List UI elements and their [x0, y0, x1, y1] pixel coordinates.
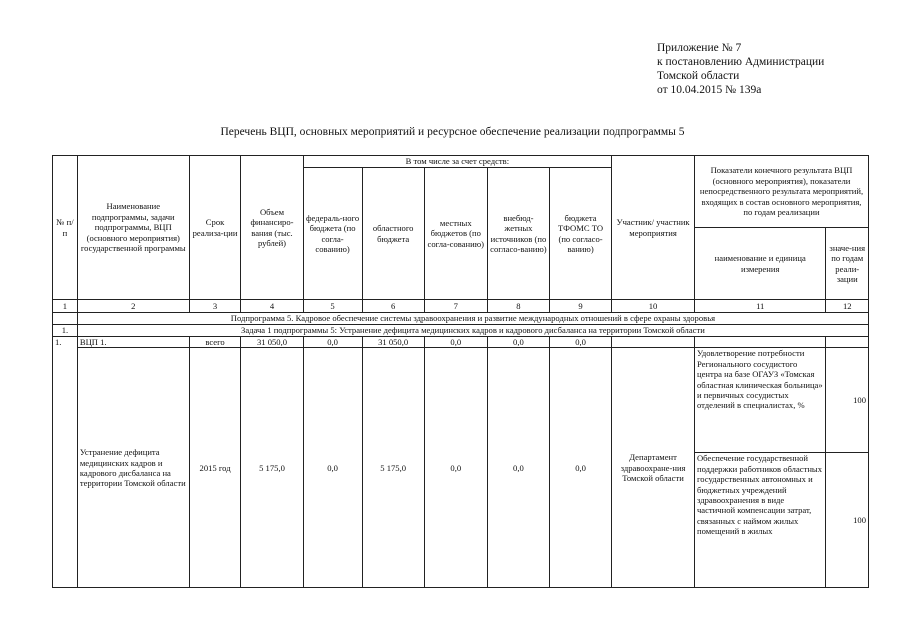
header-tfoms: бюджета ТФОМС ТО (по согласо-ванию): [549, 168, 611, 300]
vcp-name-head: ВЦП 1.: [77, 337, 189, 348]
col-number: 2: [77, 300, 189, 313]
appendix-header: [657, 41, 824, 97]
year-volume: 5 175,0: [241, 348, 303, 588]
task-row: [53, 325, 869, 337]
indicator-name: Удовлетворение потребности Регионального сосудистого центра на базе ОГАУЗ «Томская областная клиническая больница» и первичных сосудистых отделений в специалистах, %: [694, 348, 826, 453]
col-number: 3: [189, 300, 241, 313]
total-volume: 31 050,0: [241, 337, 303, 348]
header-term: Срок реализа-ции: [189, 156, 241, 300]
year-term: 2015 год: [189, 348, 241, 588]
appendix-line: от 10.04.2015 № 139а: [657, 84, 762, 96]
year-regional: 5 175,0: [362, 348, 424, 588]
indicator-value: 100: [826, 348, 869, 453]
total-term: всего: [189, 337, 241, 348]
header-federal: федераль-ного бюджета (по согла-сованию): [303, 168, 362, 300]
col-number: 7: [424, 300, 487, 313]
appendix-line: Томской области: [657, 70, 740, 82]
vcp-year-row: [53, 348, 869, 453]
header-indicator-value: значе-ния по годам реали-зации: [826, 228, 869, 300]
year-local: 0,0: [424, 348, 487, 588]
total-regional: 31 050,0: [362, 337, 424, 348]
col-number: 10: [612, 300, 695, 313]
col-number: 5: [303, 300, 362, 313]
year-extra: 0,0: [487, 348, 549, 588]
col-number: 4: [241, 300, 303, 313]
total-local: 0,0: [424, 337, 487, 348]
indicator-name: Обеспечение государственной поддержки работников областных государственных автономных и бюджетных учреждений здравоохранения в виде частичной компенсации затрат, связанных с наймом жилых помещений в жилых: [694, 453, 826, 588]
total-federal: 0,0: [303, 337, 362, 348]
header-indicator-name: наименование и единица измерения: [694, 228, 826, 300]
task-title: Задача 1 подпрограммы 5: Устранение дефицита медицинских кадров и кадрового дисбаланса на территории Томской области: [77, 325, 868, 337]
header-indicators: Показатели конечного результата ВЦП (основного мероприятия), показатели непосредственного результата мероприятий, входящих в состав основного мероприятия, по годам реализации: [694, 156, 868, 228]
col-number: 12: [826, 300, 869, 313]
task-num: 1.: [53, 325, 78, 337]
indicator-value: 100: [826, 453, 869, 588]
header-name: Наименование подпрограммы, задачи подпрограммы, ВЦП (основного мероприятия) государственной программы: [77, 156, 189, 300]
appendix-line: к постановлению Администрации: [657, 56, 825, 68]
header-num: № п/п: [53, 156, 78, 300]
header-including: В том числе за счет средств:: [303, 156, 612, 168]
col-number: 6: [362, 300, 424, 313]
col-number: 11: [694, 300, 826, 313]
vcp-name-body: Устранение дефицита медицинских кадров и кадрового дисбаланса на территории Томской области: [77, 348, 189, 588]
header-participant: Участник/ участник мероприятия: [612, 156, 695, 300]
column-number-row: [53, 300, 869, 313]
appendix-line: Приложение № 7: [657, 42, 742, 54]
document-title: Перечень ВЦП, основных мероприятий и ресурсное обеспечение реализации подпрограммы 5: [220, 126, 685, 138]
participant: Департамент здравоохране-ния Томской области: [612, 348, 695, 588]
vcp-num: 1.: [53, 337, 78, 588]
col-number: 1: [53, 300, 78, 313]
header-regional: областного бюджета: [362, 168, 424, 300]
subprogram-row: [53, 313, 869, 325]
subprogram-title: Подпрограмма 5. Кадровое обеспечение системы здравоохранения и развитие международных отношений в сфере охраны здоровья: [77, 313, 868, 325]
total-extra: 0,0: [487, 337, 549, 348]
year-federal: 0,0: [303, 348, 362, 588]
header-local: местных бюджетов (по согла-сованию): [424, 168, 487, 300]
year-tfoms: 0,0: [549, 348, 611, 588]
col-number: 9: [549, 300, 611, 313]
vcp-total-row: [53, 337, 869, 348]
header-volume: Объем финансиро-вания (тыс. рублей): [241, 156, 303, 300]
resource-table: [52, 155, 869, 588]
total-tfoms: 0,0: [549, 337, 611, 348]
header-extra: внебюд-жетных источников (по согласо-ванию): [487, 168, 549, 300]
col-number: 8: [487, 300, 549, 313]
